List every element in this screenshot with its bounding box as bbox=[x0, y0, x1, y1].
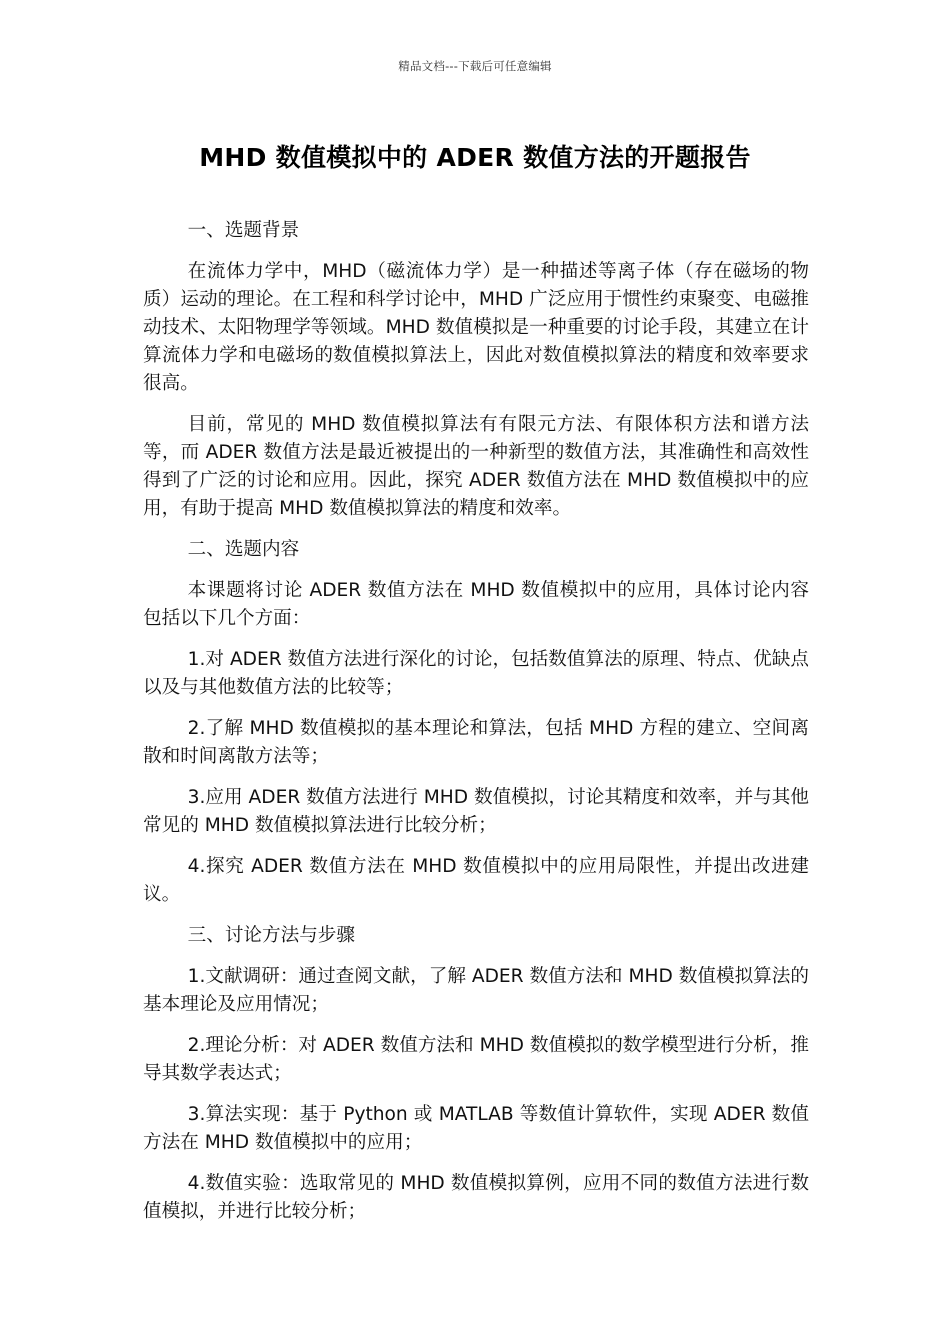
list-item: 4.探究 ADER 数值方法在 MHD 数值模拟中的应用局限性，并提出改进建议。 bbox=[143, 856, 809, 905]
list-item: 1.文献调研：通过查阅文献，了解 ADER 数值方法和 MHD 数值模拟算法的基本理论及应用情况； bbox=[143, 966, 809, 1015]
header-note: 精品文档---下载后可任意编辑 bbox=[398, 59, 552, 73]
list-item: 2.理论分析：对 ADER 数值方法和 MHD 数值模拟的数学模型进行分析，推导其数学表达式； bbox=[143, 1035, 809, 1084]
list-item: 1.对 ADER 数值方法进行深化的讨论，包括数值算法的原理、特点、优缺点以及与其他数值方法的比较等； bbox=[143, 649, 809, 698]
paragraph: 本课题将讨论 ADER 数值方法在 MHD 数值模拟中的应用，具体讨论内容包括以下几个方面： bbox=[143, 580, 809, 629]
document-title: MHD 数值模拟中的 ADER 数值方法的开题报告 bbox=[199, 143, 751, 172]
paragraph: 在流体力学中，MHD（磁流体力学）是一种描述等离子体（存在磁场的物质）运动的理论。在工程和科学讨论中，MHD 广泛应用于惯性约束聚变、电磁推动技术、太阳物理学等领域。MHD 数值模拟是一种重要的讨论手段，其建立在计算流体力学和电磁场的数值模拟算法上，因此对数值模拟算法的精度和效率要求很高。 bbox=[143, 261, 809, 394]
list-item: 3.算法实现：基于 Python 或 MATLAB 等数值计算软件，实现 ADER 数值方法在 MHD 数值模拟中的应用； bbox=[143, 1104, 809, 1153]
section-heading-methods: 三、讨论方法与步骤 bbox=[187, 925, 355, 946]
section-heading-background: 一、选题背景 bbox=[187, 220, 300, 241]
list-item: 2.了解 MHD 数值模拟的基本理论和算法，包括 MHD 方程的建立、空间离散和时间离散方法等； bbox=[143, 718, 809, 767]
section-heading-content: 二、选题内容 bbox=[187, 539, 300, 560]
list-item: 4.数值实验：选取常见的 MHD 数值模拟算例，应用不同的数值方法进行数值模拟，并进行比较分析； bbox=[143, 1173, 809, 1222]
list-item: 3.应用 ADER 数值方法进行 MHD 数值模拟，讨论其精度和效率，并与其他常见的 MHD 数值模拟算法进行比较分析； bbox=[143, 787, 809, 836]
document-body bbox=[143, 217, 809, 1239]
paragraph: 目前，常见的 MHD 数值模拟算法有有限元方法、有限体积方法和谱方法等，而 ADER 数值方法是最近被提出的一种新型的数值方法，其准确性和高效性得到了广泛的讨论和应用。因此，探究 ADER 数值方法在 MHD 数值模拟中的应用，有助于提高 MHD 数值模拟算法的精度和效率。 bbox=[143, 414, 809, 519]
